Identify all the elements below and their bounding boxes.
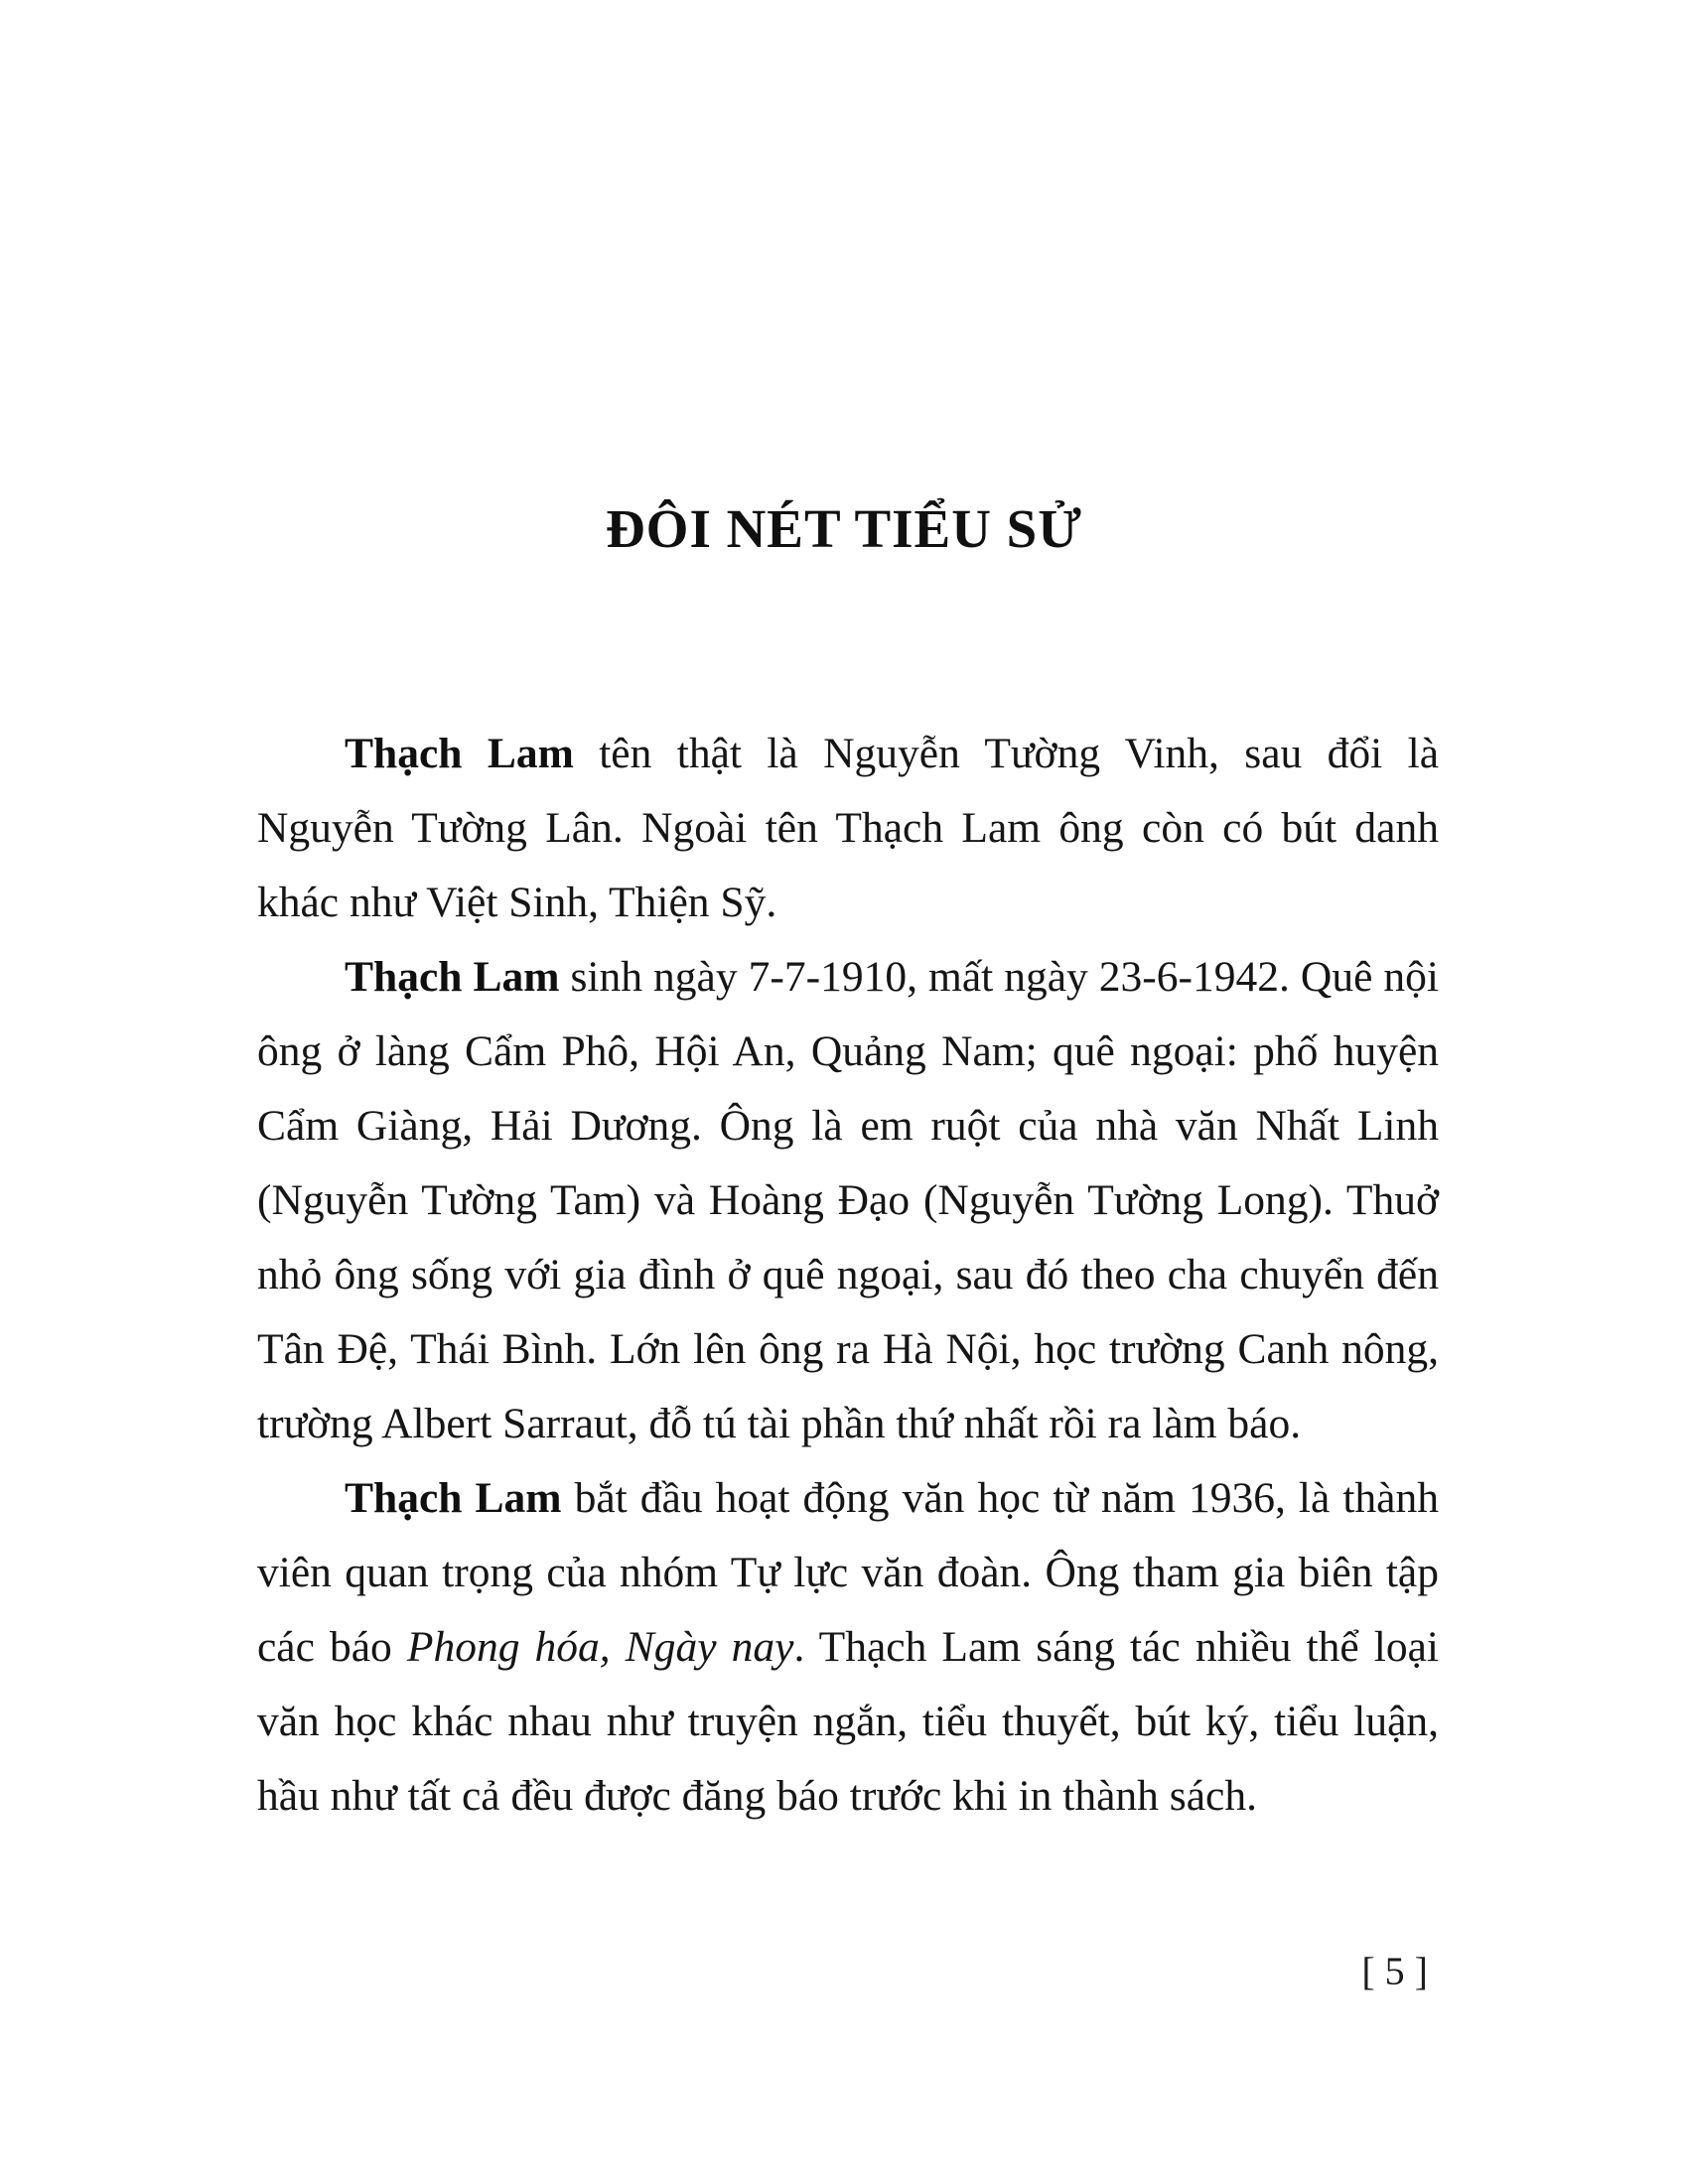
paragraph-2-text: sinh ngày 7-7-1910, mất ngày 23-6-1942. Quê nội ông ở làng Cẩm Phô, Hội An, Quảng Nam; quê ngoại: phố huyện Cẩm Giàng, Hải Dương. Ông là em ruột của nhà văn Nhất Linh (Nguyễn Tường Tam) và Hoàng Đạo (Nguyễn Tường Long). Thuở nhỏ ông sống với gia đình ở quê ngoại, sau đó theo cha chuyển đến Tân Đệ, Thái Bình. Lớn lên ông ra Hà Nội, học trường Canh nông, trường Albert Sarraut, đỗ tú tài phần thứ nhất rồi ra làm báo.: [257, 953, 1439, 1447]
page-title: ĐÔI NÉT TIỂU SỬ: [605, 498, 1083, 559]
paragraph-3-newspaper-titles: Phong hóa, Ngày nay: [406, 1623, 794, 1671]
paragraph-2-lead-name: Thạch Lam: [345, 953, 560, 1001]
paragraph-2: [257, 940, 1439, 1461]
paragraph-1-text: tên thật là Nguyễn Tường Vinh, sau đổi là Nguyễn Tường Lân. Ngoài tên Thạch Lam ông còn có bút danh khác như Việt Sinh, Thiện Sỹ.: [257, 730, 1439, 926]
paragraph-3-text-before-italic: bắt đầu hoạt động văn học từ năm 1936, là thành viên quan trọng của nhóm Tự lực văn đoàn. Ông tham gia biên tập các báo: [257, 1474, 1439, 1671]
paragraph-3-text-after-italic: . Thạch Lam sáng tác nhiều thể loại văn học khác nhau như truyện ngắn, tiểu thuyết, bút ký, tiểu luận, hầu như tất cả đều được đăng báo trước khi in thành sách.: [257, 1623, 1439, 1820]
paragraph-1: [257, 717, 1439, 940]
paragraph-1-lead-name: Thạch Lam: [345, 730, 574, 777]
paragraph-3: [257, 1461, 1439, 1834]
text-block: [257, 717, 1439, 1834]
page-number: [ 5 ]: [1361, 1949, 1428, 1993]
paragraph-3-lead-name: Thạch Lam: [345, 1474, 562, 1522]
